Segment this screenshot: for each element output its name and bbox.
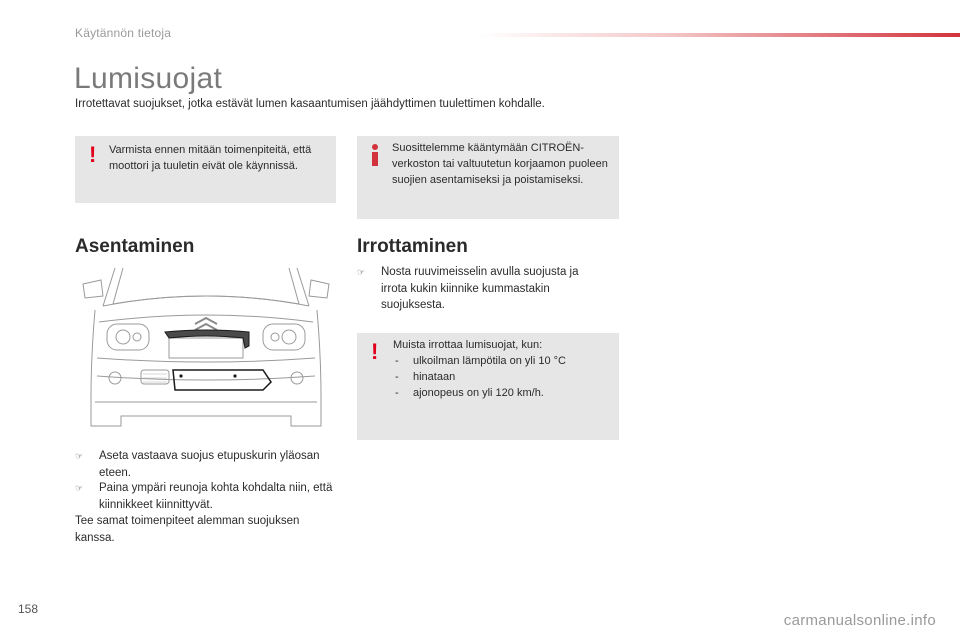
arrow-bullet-icon: ☞ bbox=[357, 267, 366, 277]
reminder-list bbox=[393, 353, 613, 401]
installation-step-2: ☞ Paina ympäri reunoja kohta kohdalta niin, että kiinnikkeet kiinnittyvät. bbox=[75, 482, 333, 511]
arrow-bullet-icon: ☞ bbox=[75, 483, 84, 493]
info-icon bbox=[371, 144, 379, 166]
exclamation-icon: ! bbox=[371, 339, 379, 364]
watermark: carmanualsonline.info bbox=[783, 612, 936, 629]
warning-text: Varmista ennen mitään toimenpiteitä, että moottori ja tuuletin eivät ole käynnissä. bbox=[109, 144, 312, 172]
arrow-bullet-icon: ☞ bbox=[75, 451, 84, 461]
removal-step-1: ☞ Nosta ruuvimeisselin avulla suojusta ja irrota kukin kiinnike kummastakin suojuksesta. bbox=[357, 266, 579, 311]
reminder-item: - ulkoilman lämpötila on yli 10 °C bbox=[393, 353, 613, 369]
car-front-illustration bbox=[75, 266, 337, 438]
page-title: Lumisuojat bbox=[74, 62, 223, 95]
installation-note: Tee samat toimenpiteet alemman suojuksen kanssa. bbox=[75, 515, 300, 544]
section-header: Käytännön tietoja bbox=[75, 26, 172, 40]
intro-text: Irrotettavat suojukset, jotka estävät lumen kasaantumisen jäähdyttimen tuulettimen kohdalle. bbox=[75, 98, 545, 110]
removal-heading: Irrottaminen bbox=[357, 236, 468, 257]
reminder-item: - hinataan bbox=[393, 369, 613, 385]
warning-box bbox=[75, 136, 336, 203]
page-number: 158 bbox=[18, 602, 39, 616]
installation-heading: Asentaminen bbox=[75, 236, 195, 257]
reminder-box bbox=[357, 333, 619, 440]
info-box bbox=[357, 136, 619, 219]
exclamation-icon: ! bbox=[89, 142, 97, 167]
reminder-intro: Muista irrottaa lumisuojat, kun: bbox=[393, 339, 543, 351]
reminder-item: - ajonopeus on yli 120 km/h. bbox=[393, 385, 613, 401]
info-text: Suosittelemme kääntymään CITROËN-verkoston tai valtuutetun korjaamon puoleen suojien asentamiseksi ja poistamiseksi. bbox=[392, 142, 608, 186]
installation-step-1: ☞ Aseta vastaava suojus etupuskurin yläosan eteen. bbox=[75, 450, 320, 479]
header-rule bbox=[480, 33, 960, 37]
